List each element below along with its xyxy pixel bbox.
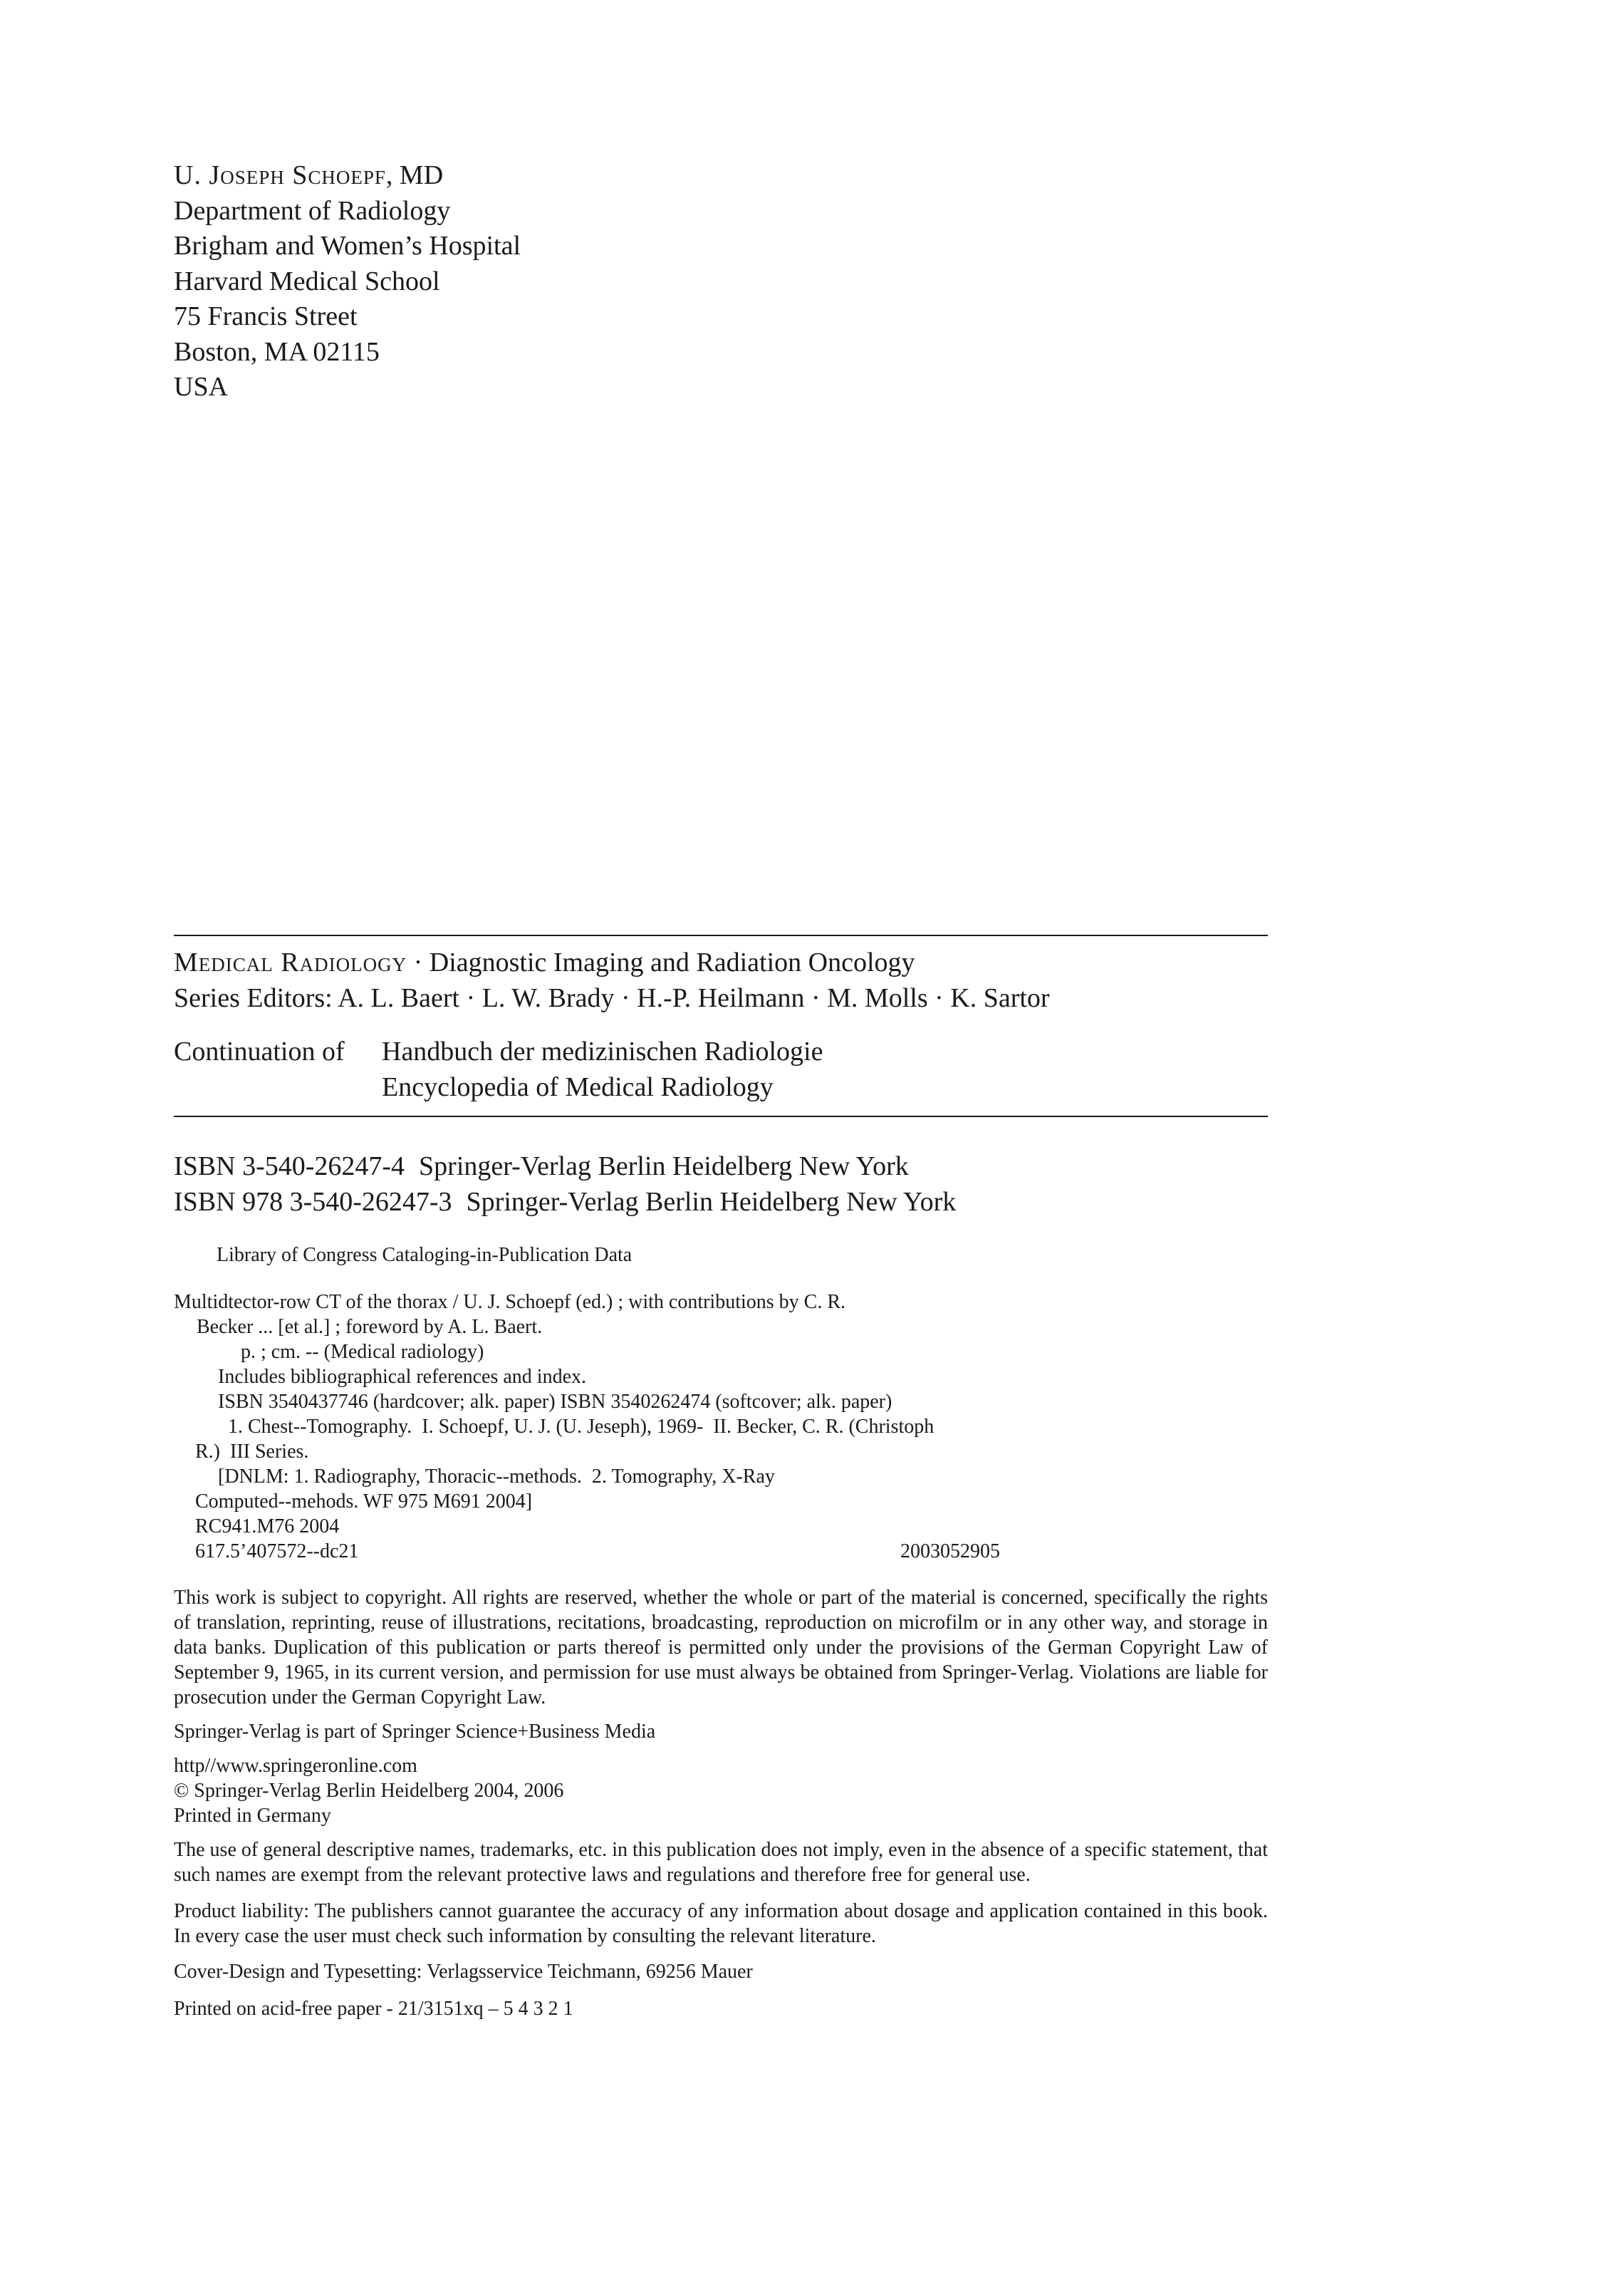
series-title: Medical Radiology · Diagnostic Imaging and Radiation Oncology (174, 948, 915, 977)
cip-record (174, 1290, 1242, 1564)
isbn-line: ISBN 3-540-26247-4 Springer-Verlag Berlin Heidelberg New York (174, 1151, 909, 1181)
cip-line: Computed--mehods. WF 975 M691 2004] (195, 1490, 533, 1513)
printed-in: Printed in Germany (174, 1805, 331, 1827)
continuation-title-2: Encyclopedia of Medical Radiology (382, 1072, 774, 1102)
address-line: Department of Radiology (174, 195, 451, 226)
series-block (174, 945, 1050, 1016)
publisher-url[interactable]: http//www.springeronline.com (174, 1755, 417, 1777)
publisher-info (174, 1753, 1268, 1828)
design-credit: Cover-Design and Typesetting: Verlagsservice Teichmann, 69256 Mauer (174, 1961, 753, 1983)
series-editors: Series Editors: A. L. Baert · L. W. Brady · H.-P. Heilmann · M. Molls · K. Sartor (174, 983, 1050, 1013)
continuation-label: Continuation of (174, 1037, 345, 1067)
address-line: USA (174, 372, 229, 402)
cip-line: R.) III Series. (195, 1441, 309, 1463)
continuation-block (174, 1034, 823, 1105)
liability-notice: Product liability: The publishers cannot guarantee the accuracy of any information about dosage and application contained in this book. In every case the user must check such information by consulting the relevant literature. (174, 1900, 1268, 1947)
continuation-title-1: Handbuch der medizinischen Radiologie (382, 1037, 823, 1067)
copyright-line: © Springer-Verlag Berlin Heidelberg 2004, 2006 (174, 1780, 564, 1802)
isbn-line: ISBN 978 3-540-26247-3 Springer-Verlag Berlin Heidelberg New York (174, 1187, 957, 1217)
bottom-divider (174, 1116, 1268, 1117)
author-address-block (174, 158, 521, 405)
address-line: Boston, MA 02115 (174, 336, 380, 367)
cip-line: p. ; cm. -- (Medical radiology) (241, 1341, 484, 1363)
cip-line: Multidtector-row CT of the thorax / U. J. Schoepf (ed.) ; with contributions by C. R. (174, 1291, 846, 1313)
cip-line: ISBN 3540437746 (hardcover; alk. paper) ISBN 3540262474 (softcover; alk. paper) (218, 1391, 892, 1413)
acid-free-line: Printed on acid-free paper - 21/3151xq – 5 4 3 2 1 (174, 1998, 573, 2020)
cip-line: 1. Chest--Tomography. I. Schoepf, U. J. (U. Jeseph), 1969- II. Becker, C. R. (Christoph (228, 1416, 935, 1438)
cip-line: [DNLM: 1. Radiography, Thoracic--methods. 2. Tomography, X-Ray (218, 1466, 775, 1488)
trademark-notice: The use of general descriptive names, trademarks, etc. in this publication does not imply, even in the absence of a specific statement, that such names are exempt from the relevant protective laws and regulations and therefore free for general use. (174, 1839, 1268, 1886)
address-line: Brigham and Women’s Hospital (174, 231, 521, 261)
loc-heading: Library of Congress Cataloging-in-Publication Data (217, 1244, 633, 1266)
author-name: U. Joseph Schoepf, MD (174, 160, 444, 190)
copyright-notice: This work is subject to copyright. All rights are reserved, whether the whole or part of the material is concerned, specifically the rights of translation, reprinting, reuse of illustrations, recitations, broadcasting, reproduction on microfilm or in any other way, and storage in data banks. Duplication of this publication or parts thereof is permitted only under the provisions of the German Copyright Law of September 9, 1965, in its current version, and permission for use must always be obtained from Springer-Verlag. Violations are liable for prosecution under the German Copyright Law. (174, 1587, 1268, 1708)
top-divider (174, 935, 1268, 936)
springer-part-line: Springer-Verlag is part of Springer Science+Business Media (174, 1721, 656, 1743)
cip-line: Becker ... [et al.] ; foreword by A. L. Baert. (197, 1316, 543, 1338)
cip-line: Includes bibliographical references and index. (218, 1366, 587, 1388)
lccn: 2003052905 (900, 1540, 1000, 1562)
address-line: Harvard Medical School (174, 266, 440, 296)
cip-line: 617.5’407572--dc21 2003052905 (195, 1540, 1000, 1562)
address-line: 75 Francis Street (174, 301, 358, 331)
isbn-block (174, 1148, 956, 1220)
cip-line: RC941.M76 2004 (195, 1515, 340, 1537)
